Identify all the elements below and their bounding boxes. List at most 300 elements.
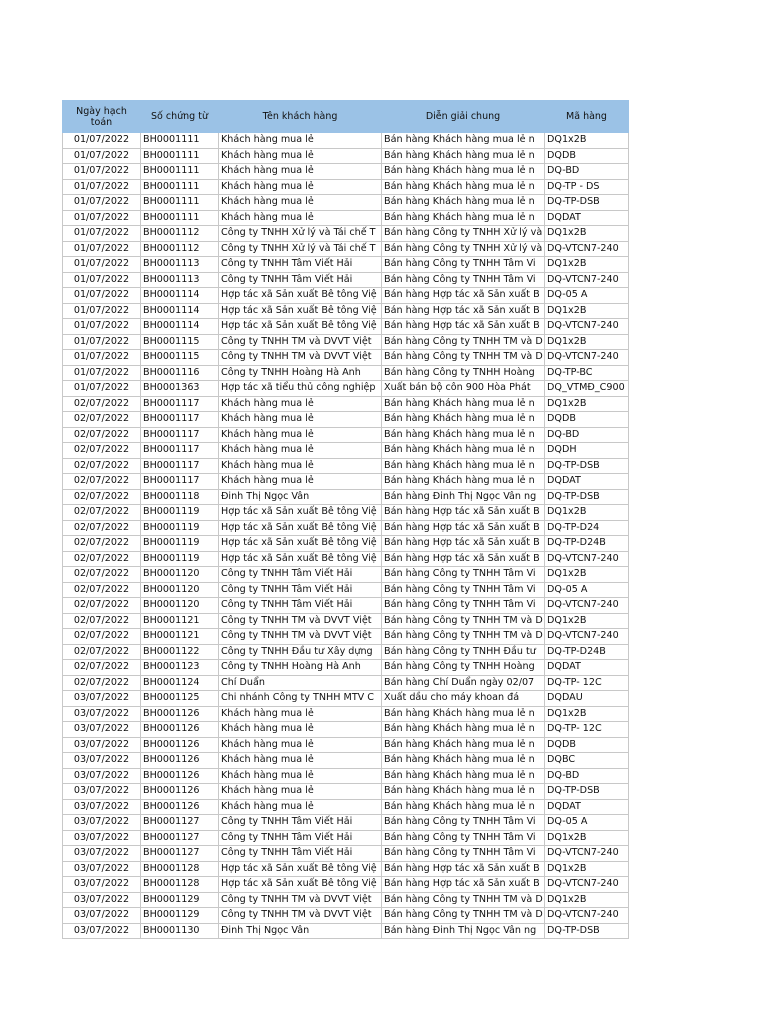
cell-posting-date[interactable]: 01/07/2022: [63, 272, 141, 288]
cell-description[interactable]: Bán hàng Khách hàng mua lẻ n: [382, 706, 545, 722]
table-row: [63, 768, 629, 784]
cell-posting-date[interactable]: 03/07/2022: [63, 892, 141, 908]
cell-item-code[interactable]: DQ-TP- 12C: [545, 675, 629, 691]
cell-item-code[interactable]: DQDAT: [545, 799, 629, 815]
table-row: [63, 210, 629, 226]
cell-item-code[interactable]: DQ-VTCN7-240: [545, 908, 629, 924]
cell-customer-name[interactable]: Công ty TNHH Đầu tư Xây dựng: [219, 644, 382, 660]
cell-customer-name[interactable]: Hợp tác xã Sản xuất Bê tông Việ: [219, 520, 382, 536]
cell-item-code[interactable]: DQ-TP-DSB: [545, 458, 629, 474]
cell-description[interactable]: Bán hàng Chí Duẩn ngày 02/07: [382, 675, 545, 691]
cell-voucher-number[interactable]: BH0001128: [141, 861, 219, 877]
cell-voucher-number[interactable]: BH0001111: [141, 195, 219, 211]
cell-description[interactable]: Bán hàng Khách hàng mua lẻ n: [382, 753, 545, 769]
cell-item-code[interactable]: DQ1x2B: [545, 830, 629, 846]
cell-customer-name[interactable]: Khách hàng mua lẻ: [219, 753, 382, 769]
cell-customer-name[interactable]: Hợp tác xã Sản xuất Bê tông Việ: [219, 288, 382, 304]
cell-description[interactable]: Bán hàng Khách hàng mua lẻ n: [382, 164, 545, 180]
cell-posting-date[interactable]: 02/07/2022: [63, 489, 141, 505]
cell-customer-name[interactable]: Khách hàng mua lẻ: [219, 784, 382, 800]
cell-description[interactable]: Bán hàng Công ty TNHH Đầu tư: [382, 644, 545, 660]
table-row: [63, 164, 629, 180]
cell-voucher-number[interactable]: BH0001114: [141, 319, 219, 335]
cell-item-code[interactable]: DQDB: [545, 737, 629, 753]
table-row: [63, 908, 629, 924]
cell-customer-name[interactable]: Hợp tác xã Sản xuất Bê tông Việ: [219, 551, 382, 567]
cell-description[interactable]: Bán hàng Công ty TNHH TM và D: [382, 350, 545, 366]
table-row: [63, 148, 629, 164]
cell-voucher-number[interactable]: BH0001126: [141, 722, 219, 738]
cell-description[interactable]: Xuất bán bộ côn 900 Hòa Phát: [382, 381, 545, 397]
cell-customer-name[interactable]: Công ty TNHH Tâm Viết Hải: [219, 257, 382, 273]
cell-posting-date[interactable]: 02/07/2022: [63, 505, 141, 521]
cell-item-code[interactable]: DQ-BD: [545, 427, 629, 443]
cell-description[interactable]: Bán hàng Hợp tác xã Sản xuất B: [382, 536, 545, 552]
cell-voucher-number[interactable]: BH0001117: [141, 474, 219, 490]
cell-voucher-number[interactable]: BH0001119: [141, 520, 219, 536]
table-row: [63, 923, 629, 939]
cell-item-code[interactable]: DQ-05 A: [545, 815, 629, 831]
cell-item-code[interactable]: DQDB: [545, 148, 629, 164]
cell-customer-name[interactable]: Khách hàng mua lẻ: [219, 133, 382, 149]
cell-posting-date[interactable]: 03/07/2022: [63, 815, 141, 831]
cell-voucher-number[interactable]: BH0001119: [141, 536, 219, 552]
cell-customer-name[interactable]: Khách hàng mua lẻ: [219, 722, 382, 738]
cell-item-code[interactable]: DQ1x2B: [545, 133, 629, 149]
cell-description[interactable]: Bán hàng Công ty TNHH TM và D: [382, 892, 545, 908]
cell-posting-date[interactable]: 01/07/2022: [63, 179, 141, 195]
cell-item-code[interactable]: DQ-05 A: [545, 288, 629, 304]
cell-description[interactable]: Bán hàng Công ty TNHH Hoàng: [382, 660, 545, 676]
cell-voucher-number[interactable]: BH0001111: [141, 164, 219, 180]
cell-posting-date[interactable]: 02/07/2022: [63, 567, 141, 583]
table-row: [63, 675, 629, 691]
cell-item-code[interactable]: DQ1x2B: [545, 706, 629, 722]
cell-description[interactable]: Bán hàng Khách hàng mua lẻ n: [382, 722, 545, 738]
cell-posting-date[interactable]: 01/07/2022: [63, 288, 141, 304]
cell-item-code[interactable]: DQDAU: [545, 691, 629, 707]
cell-customer-name[interactable]: Khách hàng mua lẻ: [219, 443, 382, 459]
cell-voucher-number[interactable]: BH0001127: [141, 830, 219, 846]
cell-customer-name[interactable]: Công ty TNHH Hoàng Hà Anh: [219, 365, 382, 381]
cell-customer-name[interactable]: Công ty TNHH Xử lý và Tái chế T: [219, 226, 382, 242]
cell-customer-name[interactable]: Chi nhánh Công ty TNHH MTV C: [219, 691, 382, 707]
cell-posting-date[interactable]: 01/07/2022: [63, 381, 141, 397]
cell-voucher-number[interactable]: BH0001129: [141, 908, 219, 924]
cell-posting-date[interactable]: 02/07/2022: [63, 675, 141, 691]
cell-description[interactable]: Bán hàng Công ty TNHH Tâm Vi: [382, 846, 545, 862]
cell-item-code[interactable]: DQ-VTCN7-240: [545, 272, 629, 288]
cell-description[interactable]: Bán hàng Khách hàng mua lẻ n: [382, 195, 545, 211]
cell-item-code[interactable]: DQ1x2B: [545, 334, 629, 350]
cell-description[interactable]: Bán hàng Hợp tác xã Sản xuất B: [382, 551, 545, 567]
cell-description[interactable]: Bán hàng Đinh Thị Ngọc Vân ng: [382, 489, 545, 505]
cell-voucher-number[interactable]: BH0001122: [141, 644, 219, 660]
cell-item-code[interactable]: DQDH: [545, 443, 629, 459]
cell-item-code[interactable]: DQ1x2B: [545, 257, 629, 273]
table-row: [63, 365, 629, 381]
cell-voucher-number[interactable]: BH0001111: [141, 179, 219, 195]
cell-posting-date[interactable]: 02/07/2022: [63, 598, 141, 614]
cell-item-code[interactable]: DQ-VTCN7-240: [545, 598, 629, 614]
cell-voucher-number[interactable]: BH0001128: [141, 877, 219, 893]
table-row: [63, 396, 629, 412]
table-row: [63, 520, 629, 536]
cell-customer-name[interactable]: Công ty TNHH TM và DVVT Việt: [219, 334, 382, 350]
cell-customer-name[interactable]: Công ty TNHH Tâm Viết Hải: [219, 830, 382, 846]
cell-voucher-number[interactable]: BH0001114: [141, 288, 219, 304]
cell-customer-name[interactable]: Khách hàng mua lẻ: [219, 799, 382, 815]
cell-posting-date[interactable]: 01/07/2022: [63, 133, 141, 149]
cell-item-code[interactable]: DQ-VTCN7-240: [545, 846, 629, 862]
cell-posting-date[interactable]: 01/07/2022: [63, 350, 141, 366]
table-row: [63, 567, 629, 583]
cell-voucher-number[interactable]: BH0001126: [141, 753, 219, 769]
cell-customer-name[interactable]: Khách hàng mua lẻ: [219, 412, 382, 428]
cell-voucher-number[interactable]: BH0001118: [141, 489, 219, 505]
cell-customer-name[interactable]: Khách hàng mua lẻ: [219, 164, 382, 180]
cell-description[interactable]: Bán hàng Khách hàng mua lẻ n: [382, 799, 545, 815]
cell-description[interactable]: Bán hàng Đinh Thị Ngọc Vân ng: [382, 923, 545, 939]
cell-posting-date[interactable]: 03/07/2022: [63, 737, 141, 753]
cell-description[interactable]: Bán hàng Hợp tác xã Sản xuất B: [382, 319, 545, 335]
cell-voucher-number[interactable]: BH0001117: [141, 427, 219, 443]
cell-customer-name[interactable]: Công ty TNHH TM và DVVT Việt: [219, 629, 382, 645]
cell-item-code[interactable]: DQ-VTCN7-240: [545, 319, 629, 335]
table-row: [63, 582, 629, 598]
cell-description[interactable]: Bán hàng Công ty TNHH TM và D: [382, 334, 545, 350]
cell-item-code[interactable]: DQ-05 A: [545, 582, 629, 598]
cell-description[interactable]: Bán hàng Công ty TNHH TM và D: [382, 629, 545, 645]
cell-customer-name[interactable]: Khách hàng mua lẻ: [219, 210, 382, 226]
cell-customer-name[interactable]: Hợp tác xã Sản xuất Bê tông Việ: [219, 861, 382, 877]
table-row: [63, 443, 629, 459]
cell-voucher-number[interactable]: BH0001126: [141, 706, 219, 722]
cell-posting-date[interactable]: 02/07/2022: [63, 458, 141, 474]
cell-posting-date[interactable]: 03/07/2022: [63, 799, 141, 815]
cell-item-code[interactable]: DQ-TP-D24: [545, 520, 629, 536]
cell-posting-date[interactable]: 03/07/2022: [63, 768, 141, 784]
table-row: [63, 241, 629, 257]
cell-description[interactable]: Bán hàng Công ty TNHH Tâm Vi: [382, 257, 545, 273]
cell-customer-name[interactable]: Khách hàng mua lẻ: [219, 427, 382, 443]
cell-customer-name[interactable]: Chí Duẩn: [219, 675, 382, 691]
cell-voucher-number[interactable]: BH0001117: [141, 458, 219, 474]
cell-description[interactable]: Bán hàng Công ty TNHH Tâm Vi: [382, 598, 545, 614]
cell-posting-date[interactable]: 03/07/2022: [63, 691, 141, 707]
cell-customer-name[interactable]: Công ty TNHH Tâm Viết Hải: [219, 815, 382, 831]
cell-description[interactable]: Bán hàng Công ty TNHH Hoàng: [382, 365, 545, 381]
table-body: [63, 133, 629, 939]
cell-customer-name[interactable]: Công ty TNHH Tâm Viết Hải: [219, 582, 382, 598]
cell-description[interactable]: Bán hàng Hợp tác xã Sản xuất B: [382, 877, 545, 893]
cell-voucher-number[interactable]: BH0001114: [141, 303, 219, 319]
cell-posting-date[interactable]: 01/07/2022: [63, 303, 141, 319]
cell-voucher-number[interactable]: BH0001127: [141, 815, 219, 831]
cell-posting-date[interactable]: 03/07/2022: [63, 861, 141, 877]
cell-description[interactable]: Bán hàng Khách hàng mua lẻ n: [382, 396, 545, 412]
cell-posting-date[interactable]: 02/07/2022: [63, 536, 141, 552]
cell-voucher-number[interactable]: BH0001113: [141, 272, 219, 288]
table-row: [63, 613, 629, 629]
cell-voucher-number[interactable]: BH0001120: [141, 567, 219, 583]
header-customer-name: Tên khách hàng: [219, 101, 382, 133]
cell-voucher-number[interactable]: BH0001126: [141, 784, 219, 800]
cell-item-code[interactable]: DQ1x2B: [545, 226, 629, 242]
cell-item-code[interactable]: DQ-TP-DSB: [545, 195, 629, 211]
cell-description[interactable]: Bán hàng Khách hàng mua lẻ n: [382, 133, 545, 149]
sales-ledger-table: [62, 100, 629, 939]
table-row: [63, 381, 629, 397]
cell-posting-date[interactable]: 02/07/2022: [63, 582, 141, 598]
cell-posting-date[interactable]: 01/07/2022: [63, 148, 141, 164]
cell-voucher-number[interactable]: BH0001112: [141, 241, 219, 257]
cell-posting-date[interactable]: 02/07/2022: [63, 443, 141, 459]
cell-item-code[interactable]: DQ1x2B: [545, 861, 629, 877]
cell-posting-date[interactable]: 01/07/2022: [63, 241, 141, 257]
table-row: [63, 815, 629, 831]
cell-posting-date[interactable]: 03/07/2022: [63, 722, 141, 738]
cell-posting-date[interactable]: 03/07/2022: [63, 846, 141, 862]
table-row: [63, 892, 629, 908]
cell-posting-date[interactable]: 02/07/2022: [63, 644, 141, 660]
cell-customer-name[interactable]: Khách hàng mua lẻ: [219, 768, 382, 784]
cell-customer-name[interactable]: Công ty TNHH TM và DVVT Việt: [219, 613, 382, 629]
cell-item-code[interactable]: DQ-TP-DSB: [545, 784, 629, 800]
cell-item-code[interactable]: DQ-VTCN7-240: [545, 350, 629, 366]
cell-item-code[interactable]: DQ-VTCN7-240: [545, 877, 629, 893]
cell-posting-date[interactable]: 02/07/2022: [63, 629, 141, 645]
table-row: [63, 319, 629, 335]
cell-voucher-number[interactable]: BH0001120: [141, 598, 219, 614]
cell-voucher-number[interactable]: BH0001111: [141, 148, 219, 164]
cell-customer-name[interactable]: Khách hàng mua lẻ: [219, 148, 382, 164]
cell-posting-date[interactable]: 03/07/2022: [63, 753, 141, 769]
cell-posting-date[interactable]: 03/07/2022: [63, 784, 141, 800]
cell-voucher-number[interactable]: BH0001125: [141, 691, 219, 707]
cell-customer-name[interactable]: Khách hàng mua lẻ: [219, 396, 382, 412]
cell-posting-date[interactable]: 01/07/2022: [63, 319, 141, 335]
cell-voucher-number[interactable]: BH0001119: [141, 505, 219, 521]
cell-item-code[interactable]: DQ1x2B: [545, 505, 629, 521]
cell-voucher-number[interactable]: BH0001116: [141, 365, 219, 381]
cell-description[interactable]: Bán hàng Hợp tác xã Sản xuất B: [382, 288, 545, 304]
cell-customer-name[interactable]: Khách hàng mua lẻ: [219, 706, 382, 722]
cell-voucher-number[interactable]: BH0001123: [141, 660, 219, 676]
cell-voucher-number[interactable]: BH0001129: [141, 892, 219, 908]
cell-posting-date[interactable]: 01/07/2022: [63, 257, 141, 273]
cell-voucher-number[interactable]: BH0001120: [141, 582, 219, 598]
cell-description[interactable]: Bán hàng Khách hàng mua lẻ n: [382, 148, 545, 164]
cell-customer-name[interactable]: Công ty TNHH Tâm Viết Hải: [219, 272, 382, 288]
cell-customer-name[interactable]: Công ty TNHH Tâm Viết Hải: [219, 846, 382, 862]
cell-customer-name[interactable]: Hợp tác xã Sản xuất Bê tông Việ: [219, 319, 382, 335]
cell-customer-name[interactable]: Công ty TNHH Tâm Viết Hải: [219, 567, 382, 583]
cell-posting-date[interactable]: 02/07/2022: [63, 412, 141, 428]
cell-posting-date[interactable]: 01/07/2022: [63, 334, 141, 350]
cell-description[interactable]: Bán hàng Khách hàng mua lẻ n: [382, 443, 545, 459]
cell-voucher-number[interactable]: BH0001363: [141, 381, 219, 397]
cell-posting-date[interactable]: 01/07/2022: [63, 226, 141, 242]
cell-voucher-number[interactable]: BH0001115: [141, 350, 219, 366]
cell-customer-name[interactable]: Hợp tác xã tiểu thủ công nghiệp: [219, 381, 382, 397]
cell-description[interactable]: Bán hàng Công ty TNHH Tâm Vi: [382, 582, 545, 598]
cell-item-code[interactable]: DQ-TP-DSB: [545, 489, 629, 505]
cell-description[interactable]: Xuất dầu cho máy khoan đá: [382, 691, 545, 707]
table-row: [63, 303, 629, 319]
cell-posting-date[interactable]: 01/07/2022: [63, 195, 141, 211]
cell-item-code[interactable]: DQ1x2B: [545, 396, 629, 412]
table-row: [63, 195, 629, 211]
cell-description[interactable]: Bán hàng Công ty TNHH TM và D: [382, 908, 545, 924]
cell-customer-name[interactable]: Hợp tác xã Sản xuất Bê tông Việ: [219, 303, 382, 319]
cell-voucher-number[interactable]: BH0001117: [141, 396, 219, 412]
header-posting-date: Ngày hạch toán: [63, 101, 141, 133]
cell-voucher-number[interactable]: BH0001121: [141, 613, 219, 629]
cell-voucher-number[interactable]: BH0001117: [141, 443, 219, 459]
cell-item-code[interactable]: DQ-VTCN7-240: [545, 629, 629, 645]
table-row: [63, 288, 629, 304]
cell-posting-date[interactable]: 02/07/2022: [63, 427, 141, 443]
cell-posting-date[interactable]: 02/07/2022: [63, 396, 141, 412]
cell-item-code[interactable]: DQ1x2B: [545, 567, 629, 583]
cell-posting-date[interactable]: 01/07/2022: [63, 365, 141, 381]
cell-description[interactable]: Bán hàng Công ty TNHH Tâm Vi: [382, 567, 545, 583]
cell-customer-name[interactable]: Công ty TNHH Tâm Viết Hải: [219, 598, 382, 614]
cell-voucher-number[interactable]: BH0001111: [141, 210, 219, 226]
cell-item-code[interactable]: DQ_VTMĐ_C900: [545, 381, 629, 397]
cell-customer-name[interactable]: Khách hàng mua lẻ: [219, 474, 382, 490]
cell-voucher-number[interactable]: BH0001121: [141, 629, 219, 645]
cell-voucher-number[interactable]: BH0001111: [141, 133, 219, 149]
cell-posting-date[interactable]: 01/07/2022: [63, 210, 141, 226]
cell-description[interactable]: Bán hàng Khách hàng mua lẻ n: [382, 458, 545, 474]
cell-customer-name[interactable]: Công ty TNHH TM và DVVT Việt: [219, 908, 382, 924]
cell-item-code[interactable]: DQ-BD: [545, 768, 629, 784]
cell-posting-date[interactable]: 02/07/2022: [63, 551, 141, 567]
cell-description[interactable]: Bán hàng Công ty TNHH Xử lý và: [382, 226, 545, 242]
table-row: [63, 179, 629, 195]
cell-customer-name[interactable]: Công ty TNHH TM và DVVT Việt: [219, 892, 382, 908]
cell-item-code[interactable]: DQ-BD: [545, 164, 629, 180]
cell-description[interactable]: Bán hàng Khách hàng mua lẻ n: [382, 737, 545, 753]
cell-description[interactable]: Bán hàng Công ty TNHH Xử lý và: [382, 241, 545, 257]
table-row: [63, 846, 629, 862]
cell-item-code[interactable]: DQ-TP- 12C: [545, 722, 629, 738]
cell-customer-name[interactable]: Hợp tác xã Sản xuất Bê tông Việ: [219, 877, 382, 893]
cell-voucher-number[interactable]: BH0001126: [141, 768, 219, 784]
table-row: [63, 629, 629, 645]
cell-posting-date[interactable]: 02/07/2022: [63, 474, 141, 490]
cell-description[interactable]: Bán hàng Khách hàng mua lẻ n: [382, 179, 545, 195]
cell-voucher-number[interactable]: BH0001130: [141, 923, 219, 939]
cell-description[interactable]: Bán hàng Khách hàng mua lẻ n: [382, 784, 545, 800]
cell-item-code[interactable]: DQBC: [545, 753, 629, 769]
sales-ledger-sheet: [62, 100, 629, 939]
cell-description[interactable]: Bán hàng Hợp tác xã Sản xuất B: [382, 861, 545, 877]
cell-voucher-number[interactable]: BH0001127: [141, 846, 219, 862]
cell-description[interactable]: Bán hàng Công ty TNHH Tâm Vi: [382, 830, 545, 846]
cell-posting-date[interactable]: 03/07/2022: [63, 923, 141, 939]
cell-posting-date[interactable]: 03/07/2022: [63, 908, 141, 924]
cell-description[interactable]: Bán hàng Công ty TNHH Tâm Vi: [382, 815, 545, 831]
cell-item-code[interactable]: DQ1x2B: [545, 613, 629, 629]
table-row: [63, 334, 629, 350]
cell-item-code[interactable]: DQ-TP-BC: [545, 365, 629, 381]
header-description: Diễn giải chung: [382, 101, 545, 133]
cell-posting-date[interactable]: 03/07/2022: [63, 877, 141, 893]
cell-item-code[interactable]: DQ-VTCN7-240: [545, 241, 629, 257]
cell-description[interactable]: Bán hàng Hợp tác xã Sản xuất B: [382, 520, 545, 536]
cell-voucher-number[interactable]: BH0001113: [141, 257, 219, 273]
cell-description[interactable]: Bán hàng Khách hàng mua lẻ n: [382, 427, 545, 443]
cell-description[interactable]: Bán hàng Công ty TNHH Tâm Vi: [382, 272, 545, 288]
table-row: [63, 257, 629, 273]
cell-customer-name[interactable]: Công ty TNHH Hoàng Hà Anh: [219, 660, 382, 676]
table-row: [63, 536, 629, 552]
cell-posting-date[interactable]: 02/07/2022: [63, 660, 141, 676]
table-row: [63, 427, 629, 443]
table-row: [63, 474, 629, 490]
cell-customer-name[interactable]: Khách hàng mua lẻ: [219, 195, 382, 211]
cell-description[interactable]: Bán hàng Khách hàng mua lẻ n: [382, 412, 545, 428]
cell-posting-date[interactable]: 03/07/2022: [63, 706, 141, 722]
cell-posting-date[interactable]: 01/07/2022: [63, 164, 141, 180]
cell-customer-name[interactable]: Khách hàng mua lẻ: [219, 179, 382, 195]
cell-posting-date[interactable]: 03/07/2022: [63, 830, 141, 846]
cell-customer-name[interactable]: Công ty TNHH TM và DVVT Việt: [219, 350, 382, 366]
cell-voucher-number[interactable]: BH0001124: [141, 675, 219, 691]
cell-voucher-number[interactable]: BH0001126: [141, 799, 219, 815]
cell-item-code[interactable]: DQ1x2B: [545, 303, 629, 319]
cell-customer-name[interactable]: Công ty TNHH Xử lý và Tái chế T: [219, 241, 382, 257]
cell-item-code[interactable]: DQDAT: [545, 474, 629, 490]
cell-description[interactable]: Bán hàng Hợp tác xã Sản xuất B: [382, 505, 545, 521]
cell-item-code[interactable]: DQ-TP-DSB: [545, 923, 629, 939]
cell-description[interactable]: Bán hàng Khách hàng mua lẻ n: [382, 210, 545, 226]
cell-description[interactable]: Bán hàng Hợp tác xã Sản xuất B: [382, 303, 545, 319]
cell-customer-name[interactable]: Khách hàng mua lẻ: [219, 458, 382, 474]
cell-item-code[interactable]: DQ-VTCN7-240: [545, 551, 629, 567]
cell-customer-name[interactable]: Hợp tác xã Sản xuất Bê tông Việ: [219, 536, 382, 552]
header-item-code: Mã hàng: [545, 101, 629, 133]
cell-voucher-number[interactable]: BH0001119: [141, 551, 219, 567]
cell-customer-name[interactable]: Đinh Thị Ngọc Vân: [219, 489, 382, 505]
cell-posting-date[interactable]: 02/07/2022: [63, 520, 141, 536]
cell-item-code[interactable]: DQDAT: [545, 660, 629, 676]
cell-description[interactable]: Bán hàng Công ty TNHH TM và D: [382, 613, 545, 629]
cell-item-code[interactable]: DQ-TP-D24B: [545, 536, 629, 552]
cell-item-code[interactable]: DQ-TP - DS: [545, 179, 629, 195]
header-row: [63, 101, 629, 133]
cell-description[interactable]: Bán hàng Khách hàng mua lẻ n: [382, 768, 545, 784]
cell-item-code[interactable]: DQDB: [545, 412, 629, 428]
cell-posting-date[interactable]: 02/07/2022: [63, 613, 141, 629]
cell-item-code[interactable]: DQ1x2B: [545, 892, 629, 908]
cell-customer-name[interactable]: Đinh Thị Ngọc Vân: [219, 923, 382, 939]
cell-item-code[interactable]: DQDAT: [545, 210, 629, 226]
cell-customer-name[interactable]: Khách hàng mua lẻ: [219, 737, 382, 753]
cell-description[interactable]: Bán hàng Khách hàng mua lẻ n: [382, 474, 545, 490]
cell-voucher-number[interactable]: BH0001115: [141, 334, 219, 350]
cell-customer-name[interactable]: Hợp tác xã Sản xuất Bê tông Việ: [219, 505, 382, 521]
table-row: [63, 753, 629, 769]
table-row: [63, 877, 629, 893]
cell-item-code[interactable]: DQ-TP-D24B: [545, 644, 629, 660]
cell-voucher-number[interactable]: BH0001112: [141, 226, 219, 242]
cell-voucher-number[interactable]: BH0001126: [141, 737, 219, 753]
cell-voucher-number[interactable]: BH0001117: [141, 412, 219, 428]
